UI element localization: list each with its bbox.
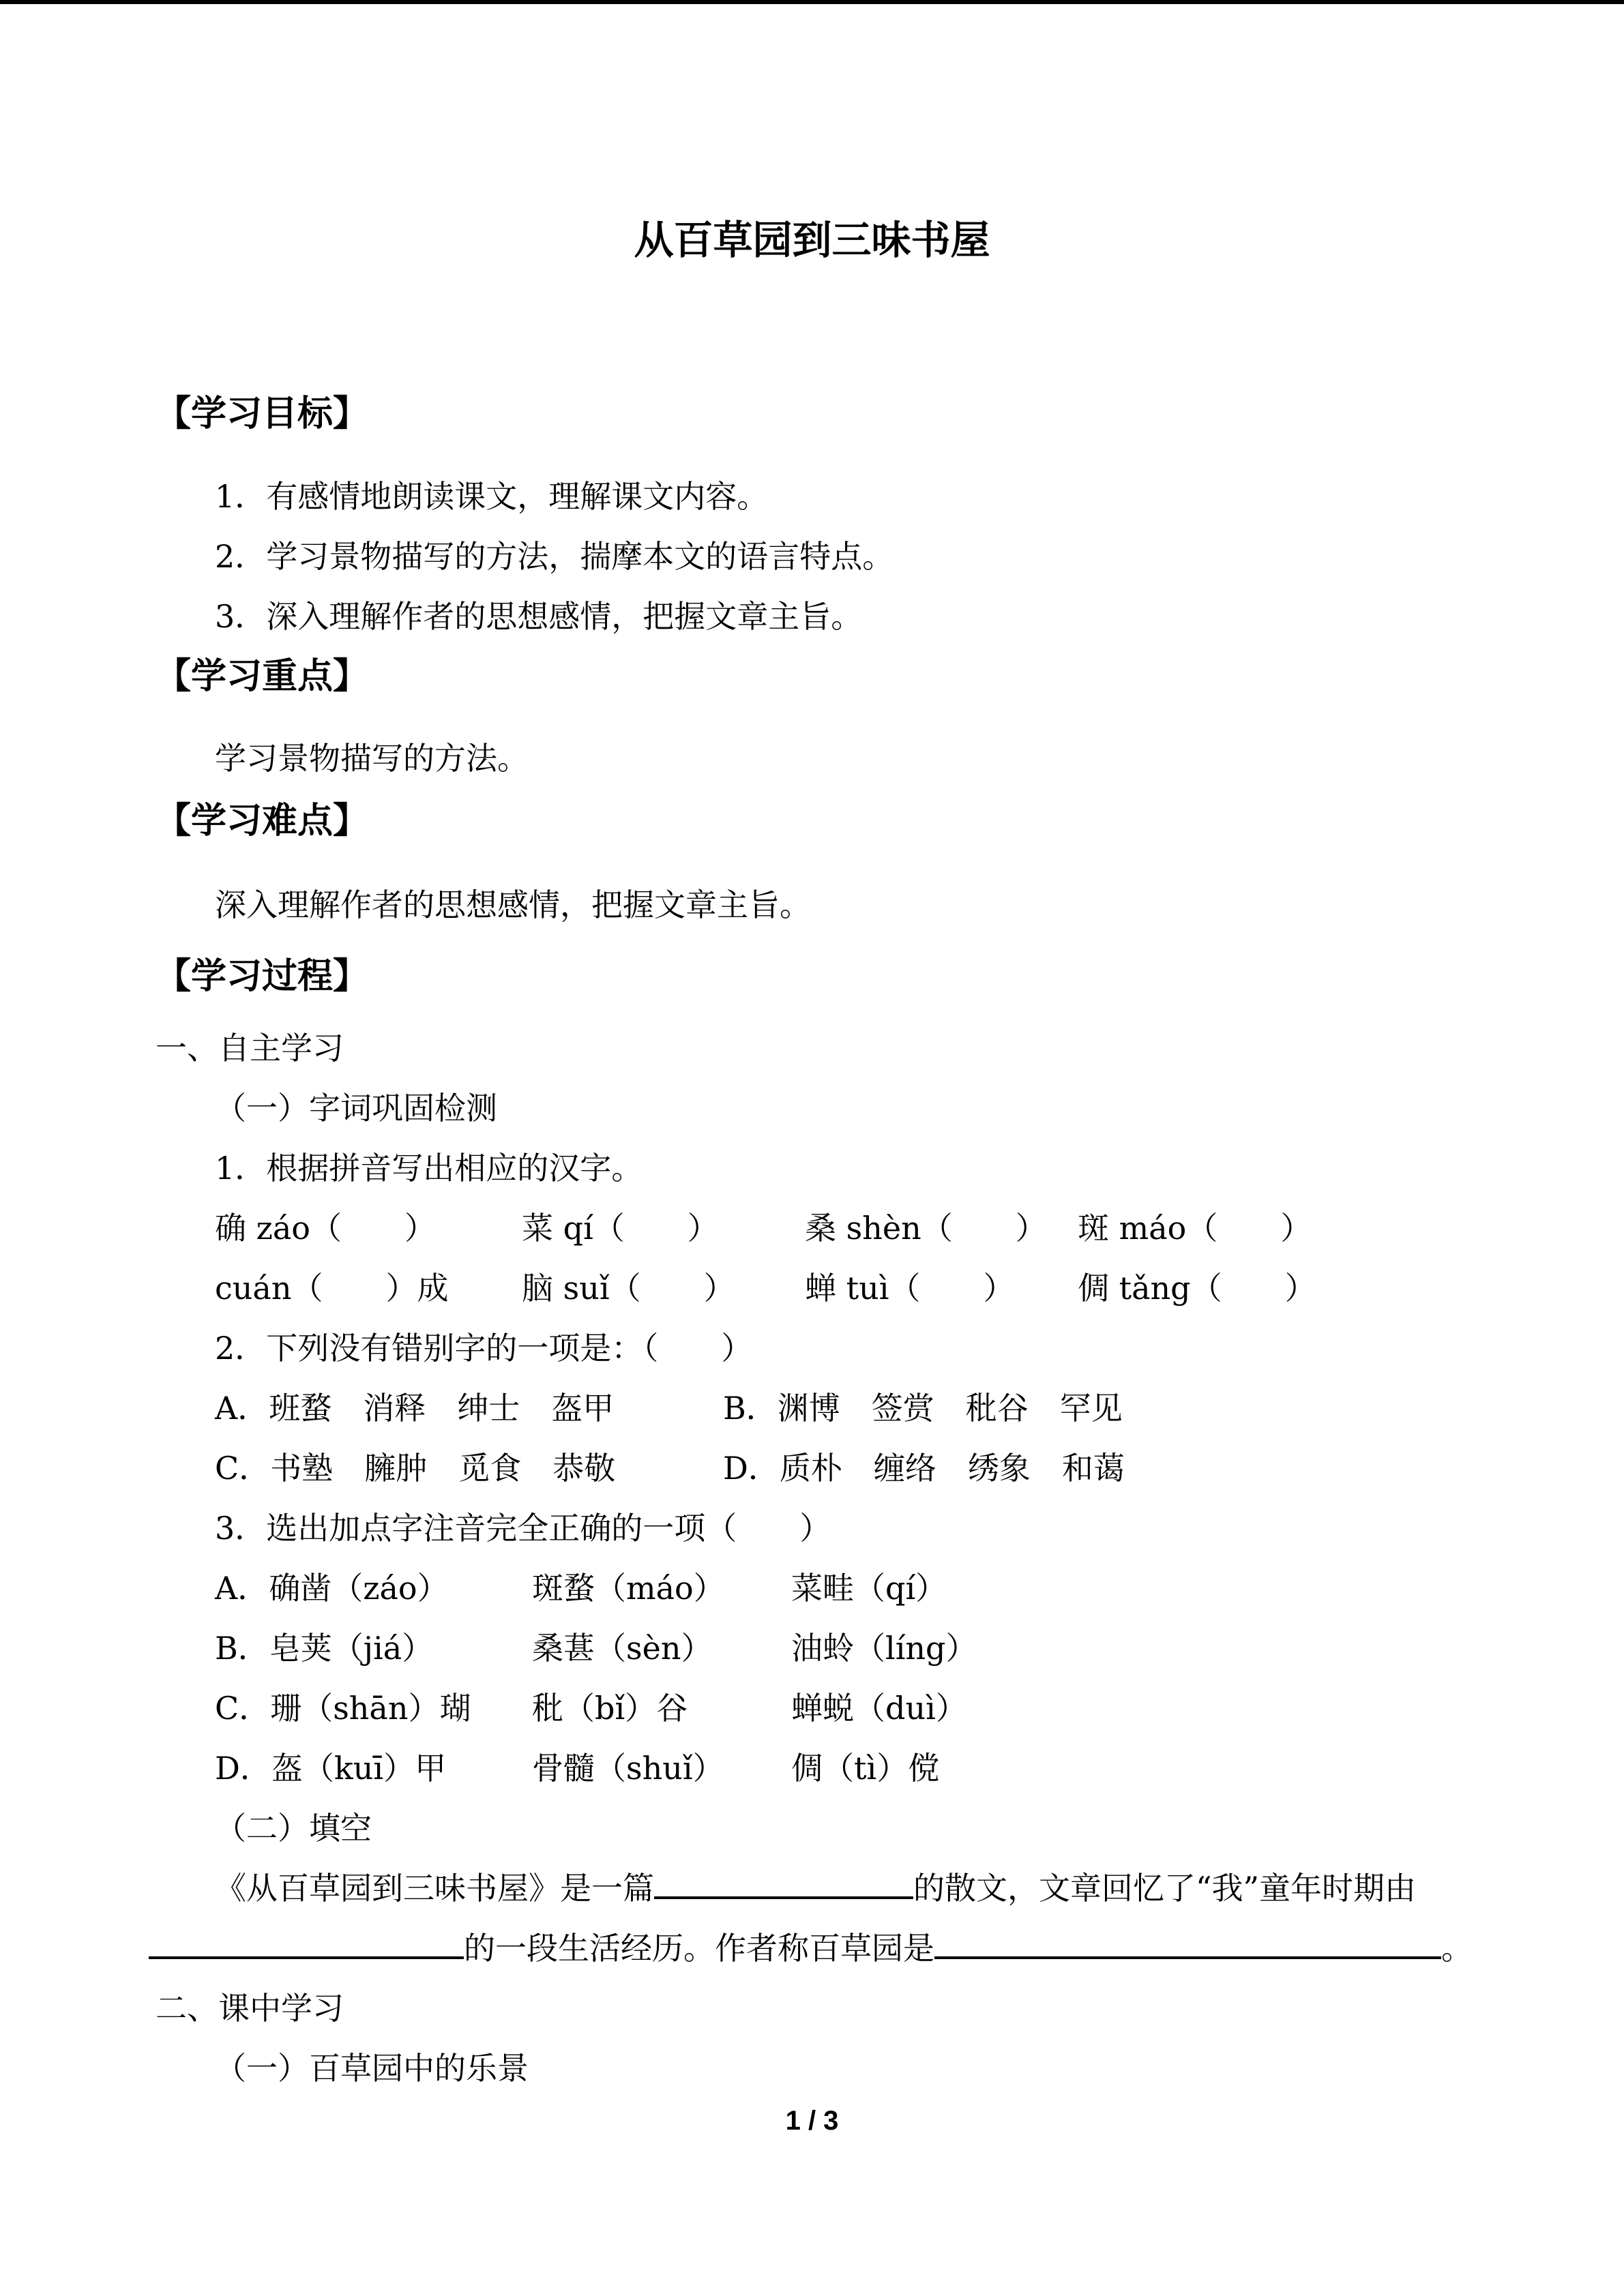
q3-option-c-item: C．珊（shān）瑚 [215,1690,471,1727]
q3-option-d-row [215,1738,1624,1798]
objective-item-1: 1．有感情地朗读课文，理解课文内容。 [215,478,769,515]
difficulty-body: 深入理解作者的思想感情，把握文章主旨。 [215,886,811,923]
objective-item-2: 2．学习景物描写的方法，揣摩本文的语言特点。 [215,538,894,575]
q3-prompt: 3．选出加点字注音完全正确的一项（ ） [215,1510,831,1547]
fill-line-1 [215,1858,1624,1918]
q2-option-b: B．渊博 签赏 秕谷 罕见 [723,1390,1123,1427]
pinyin-item: 斑 máo（ ） [1078,1210,1312,1247]
section-heading-key-point: 【学习重点】 [156,655,369,697]
pinyin-item: 确 záo（ ） [215,1210,436,1247]
q2-options-row-cd [215,1438,1624,1498]
pinyin-item: 脑 suǐ（ ） [522,1270,735,1307]
q3-option-b-row [215,1618,1624,1678]
q3-option-a-item: 菜畦（qí） [791,1570,947,1607]
q3-option-b-item: 桑葚（sèn） [532,1630,713,1667]
q3-option-b-item: 油蛉（líng） [791,1630,977,1667]
key-point-body: 学习景物描写的方法。 [215,740,529,777]
q3-option-b-item: B．皂荚（jiá） [215,1630,434,1667]
q3-option-c-item: 秕（bǐ）谷 [532,1690,688,1727]
scan-border-top [0,0,1624,4]
q2-options-row-ab [215,1378,1624,1438]
pinyin-row-1 [215,1198,1624,1258]
q3-option-a-row [215,1558,1624,1618]
pinyin-row-2 [215,1258,1624,1318]
q3-option-c-row [215,1678,1624,1738]
fill-segment-3: 的一段生活经历。作者称百草园是 [464,1930,934,1967]
q2-option-d: D．质朴 缠络 绣象 和蔼 [723,1450,1125,1487]
fill-line-2 [149,1918,1624,1978]
fill-segment-1: 《从百草园到三味书屋》是一篇 [215,1870,654,1907]
part1-title: 一、自主学习 [156,1030,344,1067]
q2-option-a: A．班蝥 消释 绅士 盔甲 [215,1390,615,1427]
q3-option-a-item: A．确凿（záo） [215,1570,449,1607]
fill-segment-2: 的散文，文章回忆了“我”童年时期由 [913,1870,1417,1907]
page-number: 1 / 3 [785,2106,839,2136]
fill-blank-2 [149,1922,464,1959]
q2-option-c: C．书塾 臃肿 觅食 恭敬 [215,1450,616,1487]
fill-blank-3 [934,1922,1441,1959]
part1-sub2-title: （二）填空 [215,1810,372,1847]
pinyin-item: 倜 tǎng（ ） [1078,1270,1316,1307]
pinyin-item: 桑 shèn（ ） [805,1210,1047,1247]
q3-option-c-item: 蝉蜕（duì） [791,1690,967,1727]
q2-prompt: 2．下列没有错别字的一项是：（ ） [215,1330,753,1367]
pinyin-item: 菜 qí（ ） [522,1210,719,1247]
section-heading-process: 【学习过程】 [156,955,369,997]
section-heading-objectives: 【学习目标】 [156,393,369,434]
q1-prompt: 1．根据拼音写出相应的汉字。 [215,1150,643,1187]
part2-title: 二、课中学习 [156,1990,344,2027]
part1-sub1-title: （一）字词巩固检测 [215,1090,497,1127]
pinyin-item: 蝉 tuì（ ） [805,1270,1015,1307]
document-title: 从百草园到三味书屋 [634,217,990,263]
q3-option-d-item: 骨髓（shuǐ） [532,1750,724,1787]
pinyin-item: cuán（ ）成 [215,1270,449,1307]
part2-sub1-title: （一）百草园中的乐景 [215,2050,529,2087]
q3-option-d-item: 倜（tì）傥 [791,1750,940,1787]
section-heading-difficulty: 【学习难点】 [156,800,369,841]
q3-option-d-item: D．盔（kuī）甲 [215,1750,447,1787]
q3-option-a-item: 斑蝥（máo） [532,1570,725,1607]
fill-blank-1 [654,1862,913,1899]
objective-item-3: 3．深入理解作者的思想感情，把握文章主旨。 [215,598,863,635]
fill-segment-4: 。 [1441,1930,1473,1967]
